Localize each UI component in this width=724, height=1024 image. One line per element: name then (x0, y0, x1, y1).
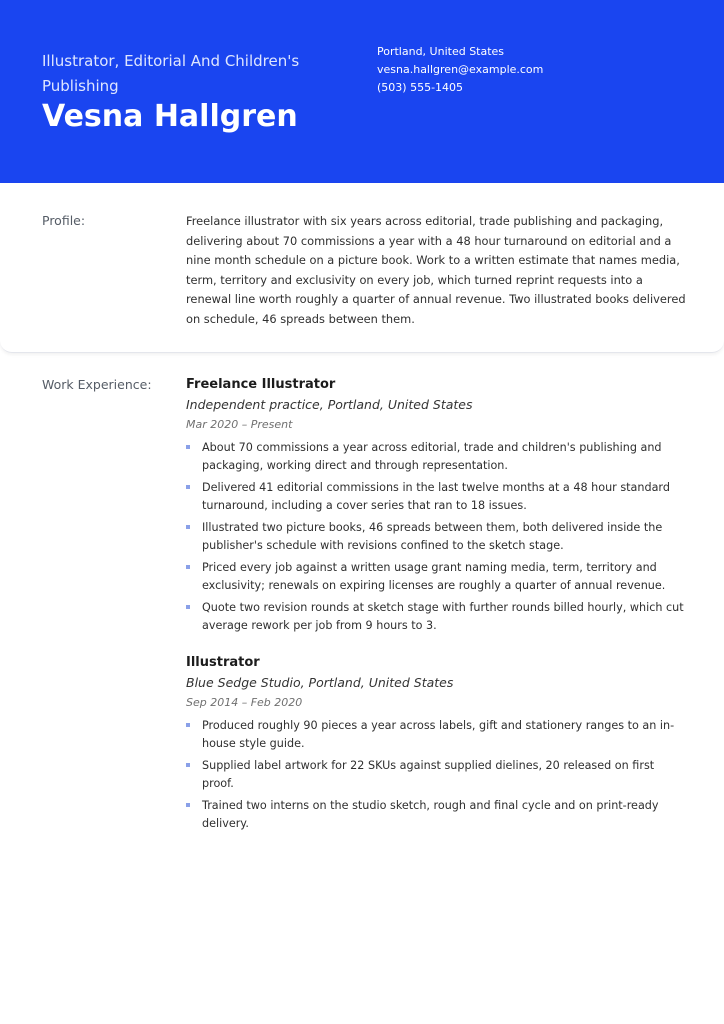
resume-header (0, 0, 724, 183)
bullet-text: About 70 commissions a year across editorial, trade and children's publishing and packaging, working direct and through representation. (202, 441, 662, 472)
job-entry (186, 376, 686, 635)
bullet-text: Quote two revision rounds at sketch stage with further rounds billed hourly, which cut average rework per job from 9 hours to 3. (202, 601, 684, 632)
bullet-item (186, 559, 686, 595)
bullet-text: Trained two interns on the studio sketch, rough and final cycle and on print-ready delivery. (202, 799, 659, 830)
bullet-square-icon (186, 485, 190, 489)
bullet-square-icon (186, 605, 190, 609)
work-experience-list (186, 376, 686, 852)
bullet-square-icon (186, 763, 190, 767)
job-role: Illustrator (186, 655, 260, 670)
location-text: Portland, United States (377, 45, 505, 58)
job-bullets (186, 439, 686, 635)
email-text: vesna.hallgren@example.com (377, 63, 544, 76)
phone-text: (503) 555-1405 (377, 81, 464, 94)
work-experience-label: Work Experience: (42, 377, 152, 392)
bullet-square-icon (186, 525, 190, 529)
job-entry (186, 654, 686, 833)
profile-text: Freelance illustrator with six years across editorial, trade publishing and packaging, delivering about 70 commissions a year with a 48 hour turnaround on editorial and a nine month schedule on a picture book. Work to a written estimate that names media, term, territory and exclusivity on every job, which turned reprint requests into a renewal line worth roughly a quarter of annual revenue. Two illustrated books delivered on schedule, 46 spreads between them. (186, 214, 686, 326)
profile-label: Profile: (42, 213, 86, 228)
bullet-item (186, 439, 686, 475)
job-role: Freelance Illustrator (186, 377, 336, 392)
bullet-item (186, 797, 686, 833)
bullet-square-icon (186, 723, 190, 727)
job-company: Blue Sedge Studio, Portland, United States (186, 675, 454, 690)
bullet-item (186, 757, 686, 793)
candidate-name: Vesna Hallgren (42, 99, 298, 134)
bullet-item (186, 519, 686, 555)
bullet-item (186, 479, 686, 515)
job-company: Independent practice, Portland, United States (186, 397, 473, 412)
bullet-text: Priced every job against a written usage grant naming media, term, territory and exclusivity; renewals on expiring licenses are roughly a quarter of annual revenue. (202, 561, 666, 592)
contact-info (377, 43, 543, 97)
bullet-square-icon (186, 445, 190, 449)
bullet-text: Illustrated two picture books, 46 spreads between them, both delivered inside the publisher's schedule with revisions confined to the sketch stage. (202, 521, 663, 552)
headline (42, 49, 342, 134)
bullet-item (186, 599, 686, 635)
bullet-item (186, 717, 686, 753)
bullet-square-icon (186, 803, 190, 807)
job-dates: Sep 2014 – Feb 2020 (186, 696, 303, 709)
bullet-square-icon (186, 565, 190, 569)
bullet-text: Supplied label artwork for 22 SKUs against supplied dielines, 20 released on first proof. (202, 759, 655, 790)
job-bullets (186, 717, 686, 833)
job-dates: Mar 2020 – Present (186, 418, 293, 431)
bullet-text: Delivered 41 editorial commissions in the last twelve months at a 48 hour standard turnaround, including a cover series that ran to 18 issues. (202, 481, 670, 512)
bullet-text: Produced roughly 90 pieces a year across labels, gift and stationery ranges to an in-house style guide. (202, 719, 675, 750)
job-title: Illustrator, Editorial And Children's Publishing (42, 52, 300, 95)
